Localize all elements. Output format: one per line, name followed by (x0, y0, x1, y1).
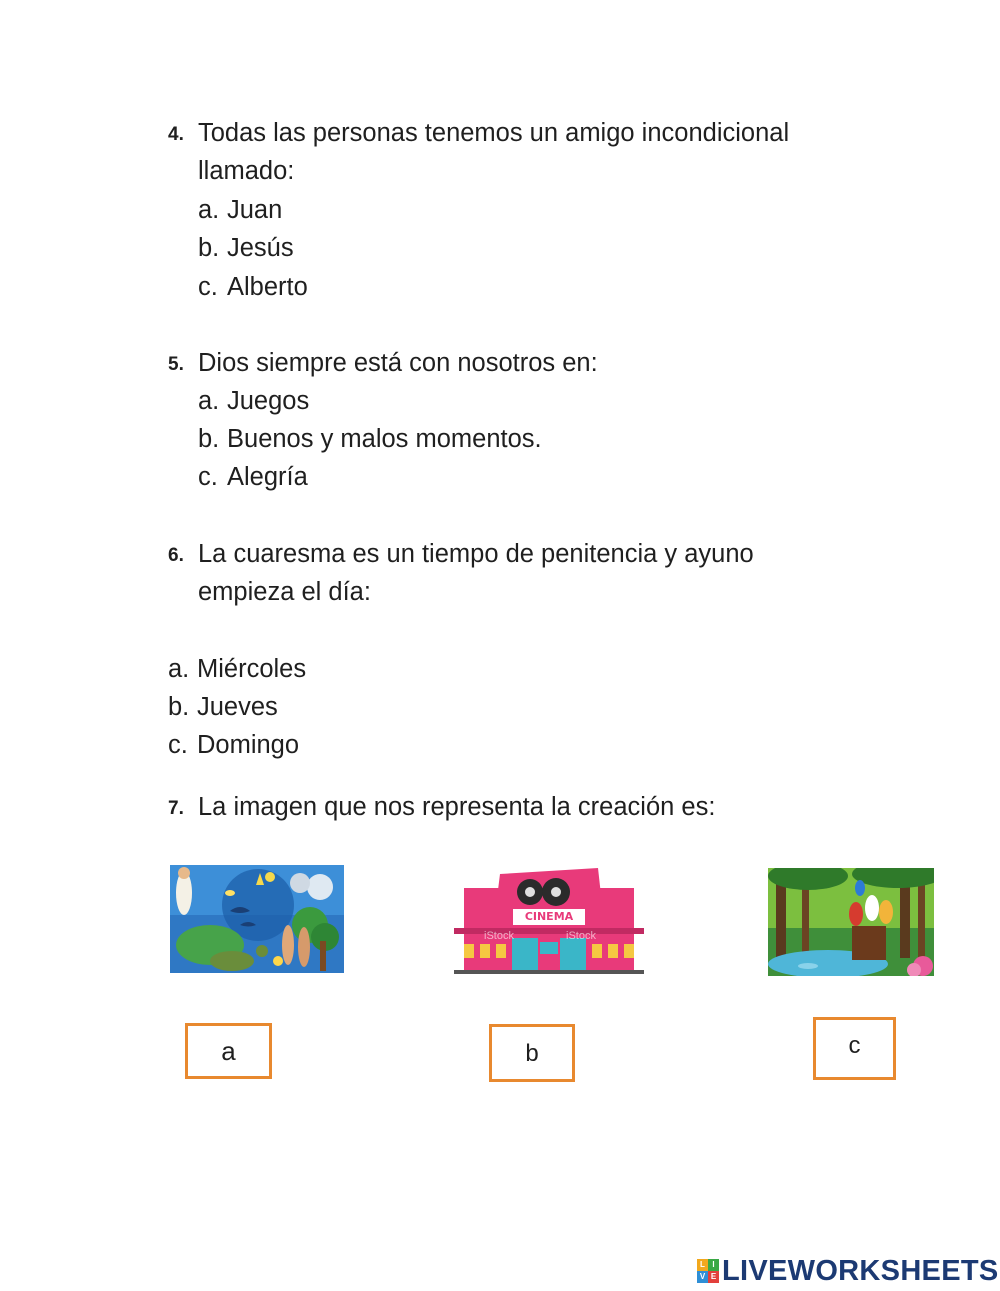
question-text: empieza el día: (198, 578, 371, 606)
option-a: a. Juan (198, 196, 283, 224)
question-text: Dios siempre está con nosotros en: (198, 349, 598, 377)
option-b: b. Jesús (198, 234, 294, 262)
creation-image (170, 865, 344, 973)
option-c: c. Domingo (168, 731, 300, 759)
cinema-sign-text: CINEMA (524, 910, 574, 923)
answer-box-b[interactable]: b (489, 1024, 575, 1082)
question-text: La cuaresma es un tiempo de penitencia y ayuno (198, 540, 754, 568)
option-c: c. Alegría (198, 463, 308, 491)
question-number: 7. (168, 798, 184, 819)
question-number: 4. (168, 124, 184, 145)
option-a: a. Miércoles (168, 655, 307, 683)
question-text: llamado: (198, 157, 295, 185)
stock-watermark: iStock (484, 930, 514, 942)
option-b: b. Buenos y malos momentos. (198, 425, 542, 453)
stock-watermark: iStock (566, 930, 596, 942)
logo-text: LIVEWORKSHEETS (722, 1254, 999, 1287)
cinema-image (454, 866, 644, 974)
liveworksheets-logo (697, 1254, 999, 1288)
option-a: a. Juegos (198, 387, 310, 415)
option-b: b. Jueves (168, 693, 278, 721)
question-text: La imagen que nos representa la creación es: (198, 793, 716, 821)
jungle-image (768, 868, 934, 976)
answer-box-c[interactable]: c (813, 1017, 896, 1080)
option-c: c. Alberto (198, 273, 308, 301)
question-number: 5. (168, 354, 184, 375)
answer-box-a[interactable]: a (185, 1023, 272, 1079)
question-number: 6. (168, 545, 184, 566)
logo-icon: L I V E (697, 1259, 719, 1283)
question-text: Todas las personas tenemos un amigo incondicional (198, 119, 790, 147)
